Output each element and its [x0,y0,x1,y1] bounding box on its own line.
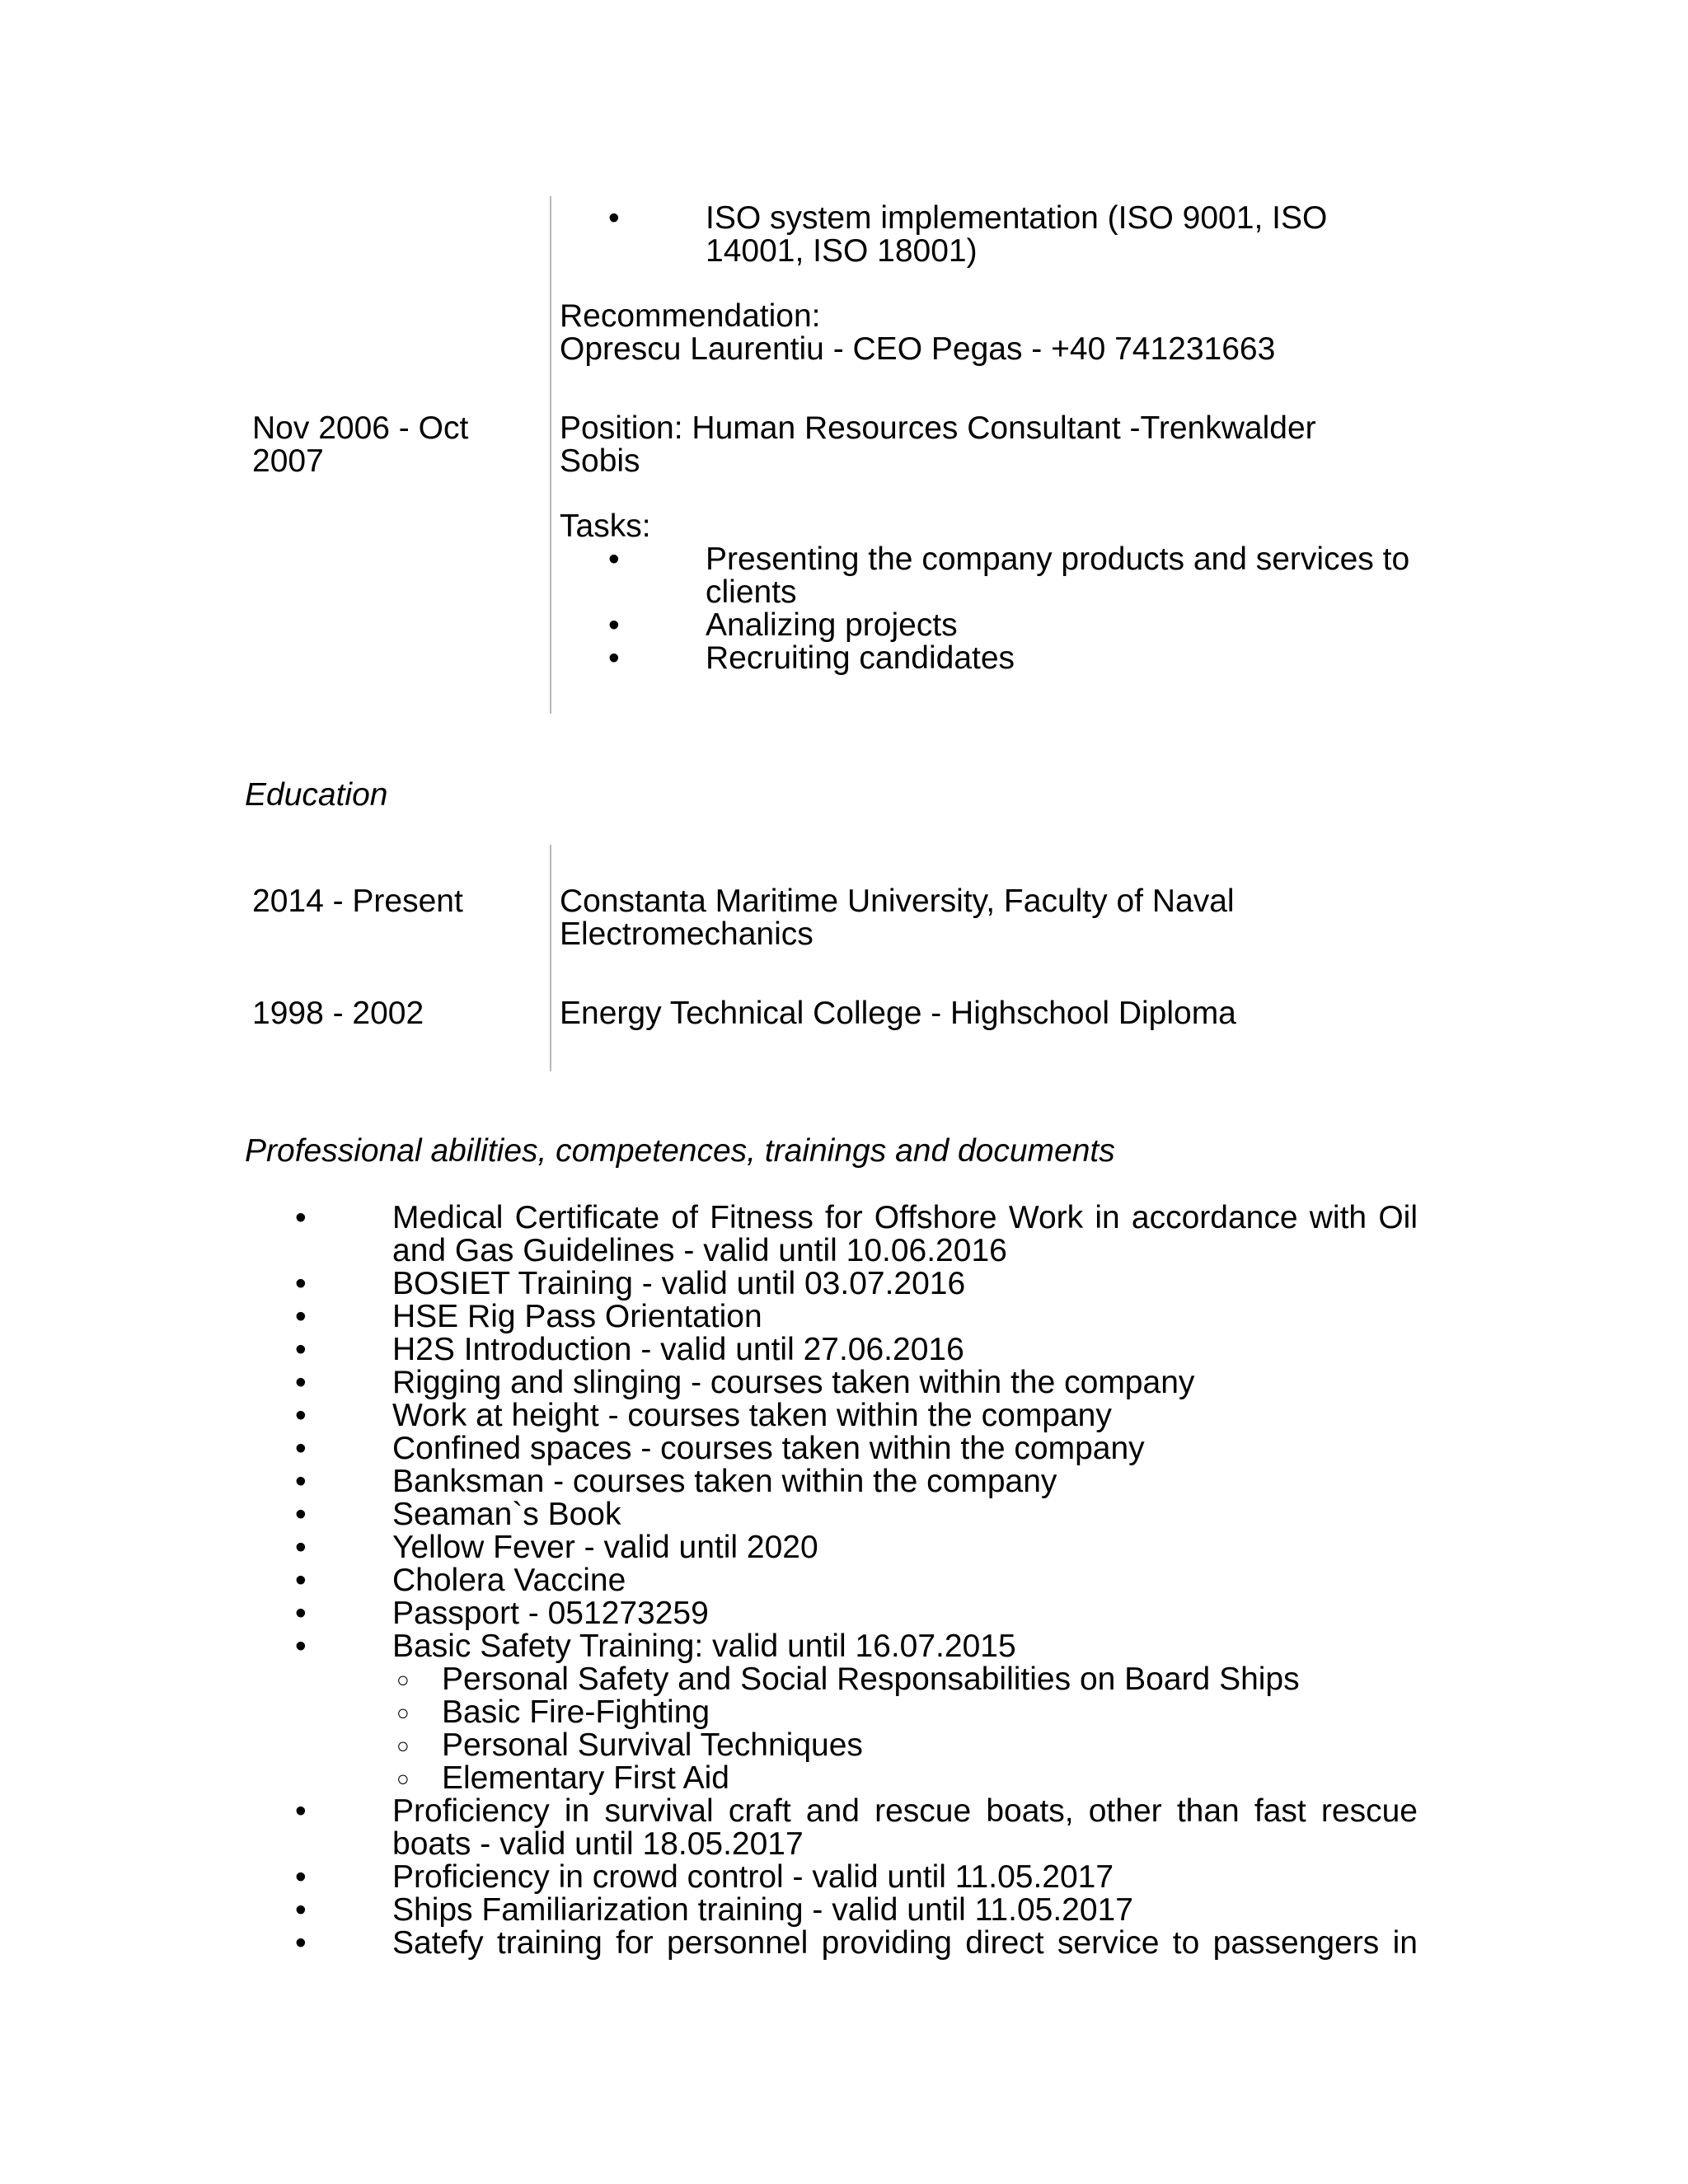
education-column-divider [550,845,551,1071]
education-text: Energy Technical College - Highschool Diploma [560,996,1236,1031]
list-item: • Medical Certificate of Fitness for Offshore Work in accordance with Oil and Gas Guidelines - valid until 10.06.2016 [295,1202,1418,1268]
education-date: 1998 - 2002 [252,996,424,1031]
abilities-list [295,1202,1418,1960]
bst-sublist [392,1663,1418,1795]
education-heading: Education [245,777,388,813]
list-item: • HSE Rig Pass Orientation [295,1301,1418,1333]
recommendation-label: Recommendation: [560,298,821,334]
list-item: • Banksman - courses taken within the company [295,1465,1418,1498]
list-item: • H2S Introduction - valid until 27.06.2016 [295,1333,1418,1366]
list-item: • Yellow Fever - valid until 2020 [295,1531,1418,1564]
work-column-divider [550,196,551,714]
work-prev-task-list [608,202,1432,268]
list-item: • ISO system implementation (ISO 9001, ISO 14001, ISO 18001) [608,202,1432,268]
list-item: • Seaman`s Book [295,1498,1418,1531]
list-item: • BOSIET Training - valid until 03.07.2016 [295,1268,1418,1301]
tasks-label: Tasks: [560,509,651,544]
list-item [295,1630,1418,1795]
list-item: • Presenting the company products and services to clients [608,543,1416,609]
education-date: 2014 - Present [252,883,463,919]
task-list [608,543,1416,675]
list-item: • Confined spaces - courses taken within the company [295,1432,1418,1465]
list-item: • Analizing projects [608,609,1416,642]
list-item: • Passport - 051273259 [295,1597,1418,1630]
work-date: Nov 2006 - Oct 2007 [252,410,469,479]
sublist-item: ○ Basic Fire-Fighting [392,1696,1418,1729]
list-item: • Ships Familiarization training - valid until 11.05.2017 [295,1894,1418,1927]
sublist-item: ○ Personal Safety and Social Responsabilities on Board Ships [392,1663,1418,1696]
recommendation-text: Oprescu Laurentiu - CEO Pegas - +40 741231663 [560,331,1276,367]
sublist-item: ○ Elementary First Aid [392,1762,1418,1795]
list-item: • Cholera Vaccine [295,1564,1418,1597]
education-text: Constanta Maritime University, Faculty of Naval Electromechanics [560,883,1235,952]
list-item: • Proficiency in crowd control - valid until 11.05.2017 [295,1861,1418,1894]
list-item: • Recruiting candidates [608,642,1416,675]
list-item: • Rigging and slinging - courses taken within the company [295,1366,1418,1399]
list-item: • Work at height - courses taken within the company [295,1399,1418,1432]
abilities-heading: Professional abilities, competences, trainings and documents [245,1133,1115,1169]
sublist-item: ○ Personal Survival Techniques [392,1729,1418,1762]
list-item-text: Basic Safety Training: valid until 16.07.2015 [392,1629,1016,1664]
work-position: Position: Human Resources Consultant -Trenkwalder Sobis [560,410,1316,479]
list-item: • Satefy training for personnel providing direct service to passengers in [295,1927,1418,1960]
list-item: • Proficiency in survival craft and rescue boats, other than fast rescue boats - valid until 18.05.2017 [295,1795,1418,1861]
